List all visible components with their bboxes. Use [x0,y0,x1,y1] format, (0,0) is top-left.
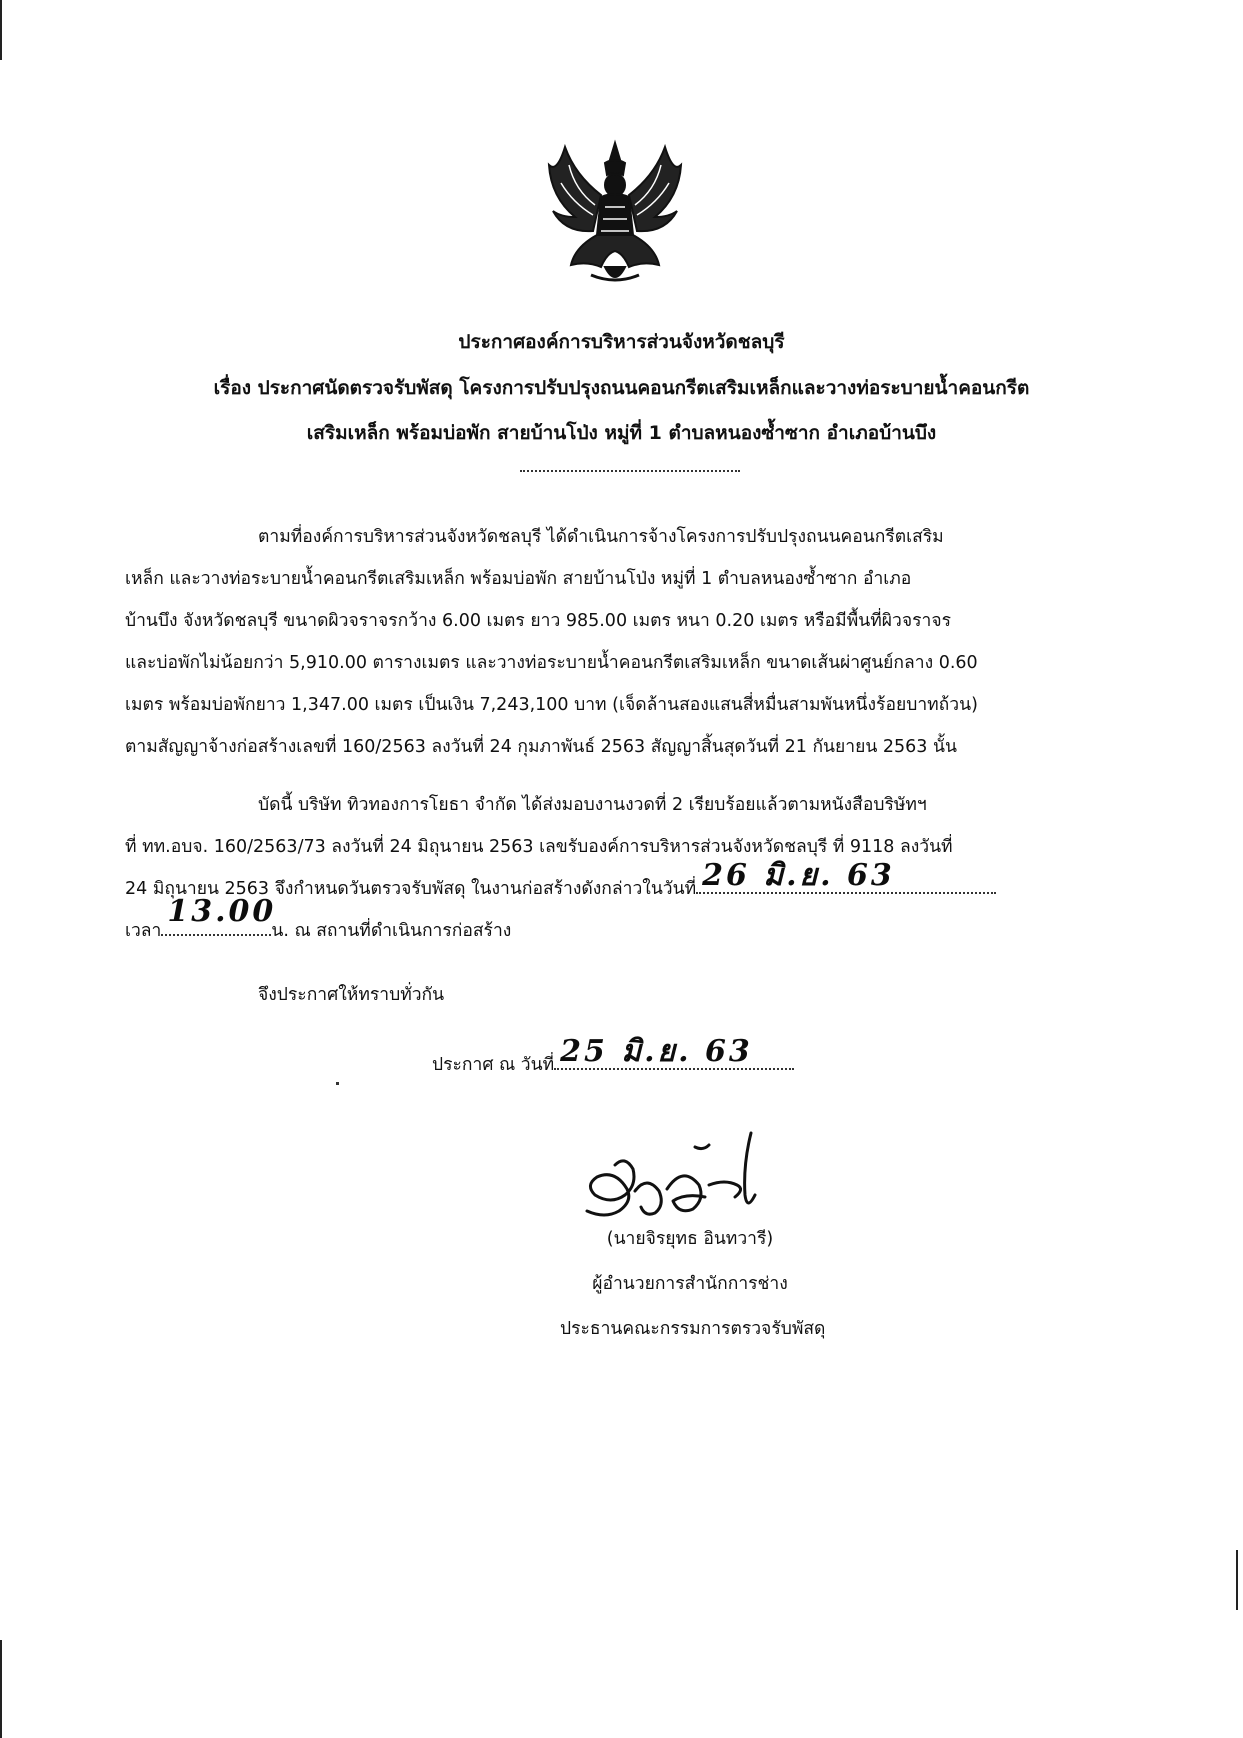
closing-statement: จึงประกาศให้ทราบทั่วกัน [258,985,445,1005]
announcement-date-line [432,1034,794,1078]
paragraph-1-line-2: เหล็ก และวางท่อระบายน้ำคอนกรีตเสริมเหล็ก พร้อมบ่อพัก สายบ้านโป่ง หมู่ที่ 1 ตำบลหนองซ้ำซาก อำเภอ [125,569,912,589]
paragraph-2-line-4 [125,894,512,944]
inspection-date-field [696,858,996,894]
location-text: น. ณ สถานที่ดำเนินการก่อสร้าง [271,921,512,941]
announcement-title: ประกาศองค์การบริหารส่วนจังหวัดชลบุรี [458,331,785,353]
subject-line-1: เรื่อง ประกาศนัดตรวจรับพัสดุ โครงการปรับปรุงถนนคอนกรีตเสริมเหล็กและวางท่อระบายน้ำคอนกรีต [213,377,1030,399]
announcement-date-field [554,1034,794,1070]
paragraph-2-line-2: ที่ ทท.อบจ. 160/2563/73 ลงวันที่ 24 มิถุนายน 2563 เลขรับองค์การบริหารส่วนจังหวัดชลบุรี ที่ 9118 ลงวันที่ [125,837,953,857]
signatory-position: ผู้อำนวยการสำนักการช่าง [592,1274,788,1294]
announcement-date-label: ประกาศ ณ วันที่ [432,1055,555,1075]
subject-line-2: เสริมเหล็ก พร้อมบ่อพัก สายบ้านโป่ง หมู่ที่ 1 ตำบลหนองซ้ำซาก อำเภอบ้านบึง [306,422,937,444]
handwritten-signature [575,1125,805,1235]
dotted-divider [520,470,740,472]
stray-mark [336,1082,339,1085]
handwritten-inspection-date: 26 มิ.ย. 63 [702,858,895,893]
handwritten-inspection-time: 13.00 [167,894,277,929]
paragraph-1-line-4: และบ่อพักไม่น้อยกว่า 5,910.00 ตารางเมตร และวางท่อระบายน้ำคอนกรีตเสริมเหล็ก ขนาดเส้นผ่าศูนย์กลาง 0.60 [125,653,978,673]
time-label: เวลา [125,921,162,941]
signatory-name: (นายจิรยุทธ อินทวารี) [606,1229,774,1249]
paragraph-1-line-5: เมตร พร้อมบ่อพักยาว 1,347.00 เมตร เป็นเงิน 7,243,100 บาท (เจ็ดล้านสองแสนสี่หมื่นสามพันหนึ่งร้อยบาทถ้วน) [125,695,978,715]
paragraph-1-line-1: ตามที่องค์การบริหารส่วนจังหวัดชลบุรี ได้ดำเนินการจ้างโครงการปรับปรุงถนนคอนกรีตเสริม [258,527,944,547]
signatory-role: ประธานคณะกรรมการตรวจรับพัสดุ [560,1319,826,1339]
paragraph-1-line-6: ตามสัญญาจ้างก่อสร้างเลขที่ 160/2563 ลงวันที่ 24 กุมภาพันธ์ 2563 สัญญาสิ้นสุดวันที่ 21 กันยายน 2563 นั้น [125,737,957,757]
garuda-emblem-icon [535,135,695,295]
handwritten-announcement-date: 25 มิ.ย. 63 [560,1034,753,1069]
scan-edge-mark [1236,1550,1238,1610]
inspection-date-label: 24 มิถุนายน 2563 จึงกำหนดวันตรวจรับพัสดุ ในงานก่อสร้างดังกล่าวในวันที่ [125,879,697,899]
scan-edge-mark [0,0,2,60]
inspection-time-field [161,894,277,936]
paragraph-1-line-3: บ้านบึง จังหวัดชลบุรี ขนาดผิวจราจรกว้าง 6.00 เมตร ยาว 985.00 เมตร หนา 0.20 เมตร หรือมีพื้นที่ผิวจราจร [125,611,951,631]
scan-edge-mark [0,1640,2,1738]
paragraph-2-line-1: บัดนี้ บริษัท ทิวทองการโยธา จำกัด ได้ส่งมอบงานงวดที่ 2 เรียบร้อยแล้วตามหนังสือบริษัทฯ [258,795,927,815]
